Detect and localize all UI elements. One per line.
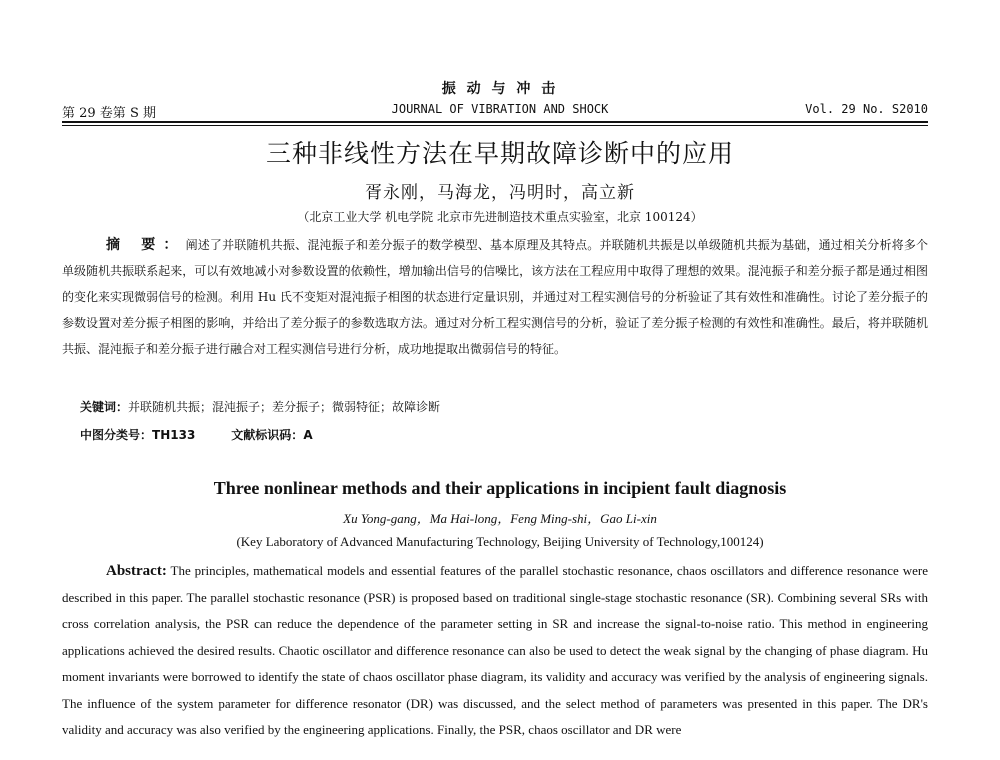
volume-issue-en: Vol. 29 No. S2010 — [805, 102, 928, 116]
header-rule-thick — [62, 121, 928, 123]
abstract-cn — [62, 232, 928, 362]
classification-code: TH133 — [152, 428, 196, 442]
abstract-en — [62, 558, 928, 744]
classification-line — [80, 426, 313, 443]
authors-en: Xu Yong-gang，Ma Hai-long，Feng Ming-shi，Gao Li-xin — [343, 511, 657, 526]
abstract-label-cn: 摘 要： — [106, 237, 186, 253]
abstract-text-en: The principles, mathematical models and essential features of the parallel stochastic resonance, chaos oscillators and difference resonance were described in this paper. The parallel stochastic resonance (PSR) is proposed based on traditional single-stage stochastic resonance (SR). Combining several SRs with cross correlation analysis, the PSR can reduce the dependence of the parameter setting in SR and increase the signal-to-noise ratio. This method in engineering applications achieved the desired results. Chaotic oscillator and difference resonance can also be used to detect the weak signal by the changing of phase diagram. Hu moment invariants were borrowed to identify the state of chaos oscillator phase diagram, its validity and accuracy was verified by the analysis of engineering signals. The influence of the system parameter for difference resonator (DR) was discussed, and the select method of parameters was presented in this paper. The DR's validity and accuracy was also verified by the engineering applications. Finally, the PSR, chaos oscillator and DR were — [62, 563, 928, 737]
authors-cn: 胥永刚，马海龙，冯明时，高立新 — [365, 183, 635, 203]
abstract-text-cn: 阐述了并联随机共振、混沌振子和差分振子的数学模型、基本原理及其特点。并联随机共振是以单级随机共振为基础，通过相关分析将多个单级随机共振联系起来，可以有效地减小对参数设置的依赖性，增加输出信号的信噪比，该方法在工程应用中取得了理想的效果。混沌振子和差分振子都是通过相图的变化来实现微弱信号的检测。利用 Hu 氏不变矩对混沌振子相图的状态进行定量识别，并通过对工程实测信号的分析验证了其有效性和准确性。讨论了差分振子的参数设置对差分振子相图的影响，并给出了差分振子的参数选取方法。通过对分析工程实测信号的分析，验证了差分振子检测的有效性和准确性。最后，将并联随机共振、混沌振子和差分振子进行融合对工程实测信号进行分析，成功地提取出微弱信号的特征。 — [62, 238, 928, 356]
header-rule-thin — [62, 125, 928, 126]
affiliation-en: (Key Laboratory of Advanced Manufacturing Technology, Beijing University of Technology,100124) — [236, 534, 764, 549]
abstract-label-en: Abstract: — [106, 563, 167, 579]
doc-code-label: 文献标识码： — [231, 428, 304, 442]
journal-name-cn: 振 动 与 冲 击 — [441, 81, 559, 97]
keywords-text-cn: 并联随机共振；混沌振子；差分振子；微弱特征；故障诊断 — [128, 400, 441, 414]
paper-title-en: Three nonlinear methods and their applications in incipient fault diagnosis — [213, 478, 787, 498]
keywords-label-cn: 关键词： — [80, 400, 129, 414]
affiliation-cn: （北京工业大学 机电学院 北京市先进制造技术重点实验室，北京 100124） — [297, 210, 703, 224]
volume-issue-cn: 第 29 卷第 S 期 — [62, 106, 156, 121]
classification-label: 中图分类号： — [80, 428, 153, 442]
keywords-cn — [80, 398, 440, 415]
paper-title-cn: 三种非线性方法在早期故障诊断中的应用 — [265, 139, 734, 168]
doc-code: A — [303, 428, 313, 442]
journal-name-en: JOURNAL OF VIBRATION AND SHOCK — [391, 102, 609, 116]
